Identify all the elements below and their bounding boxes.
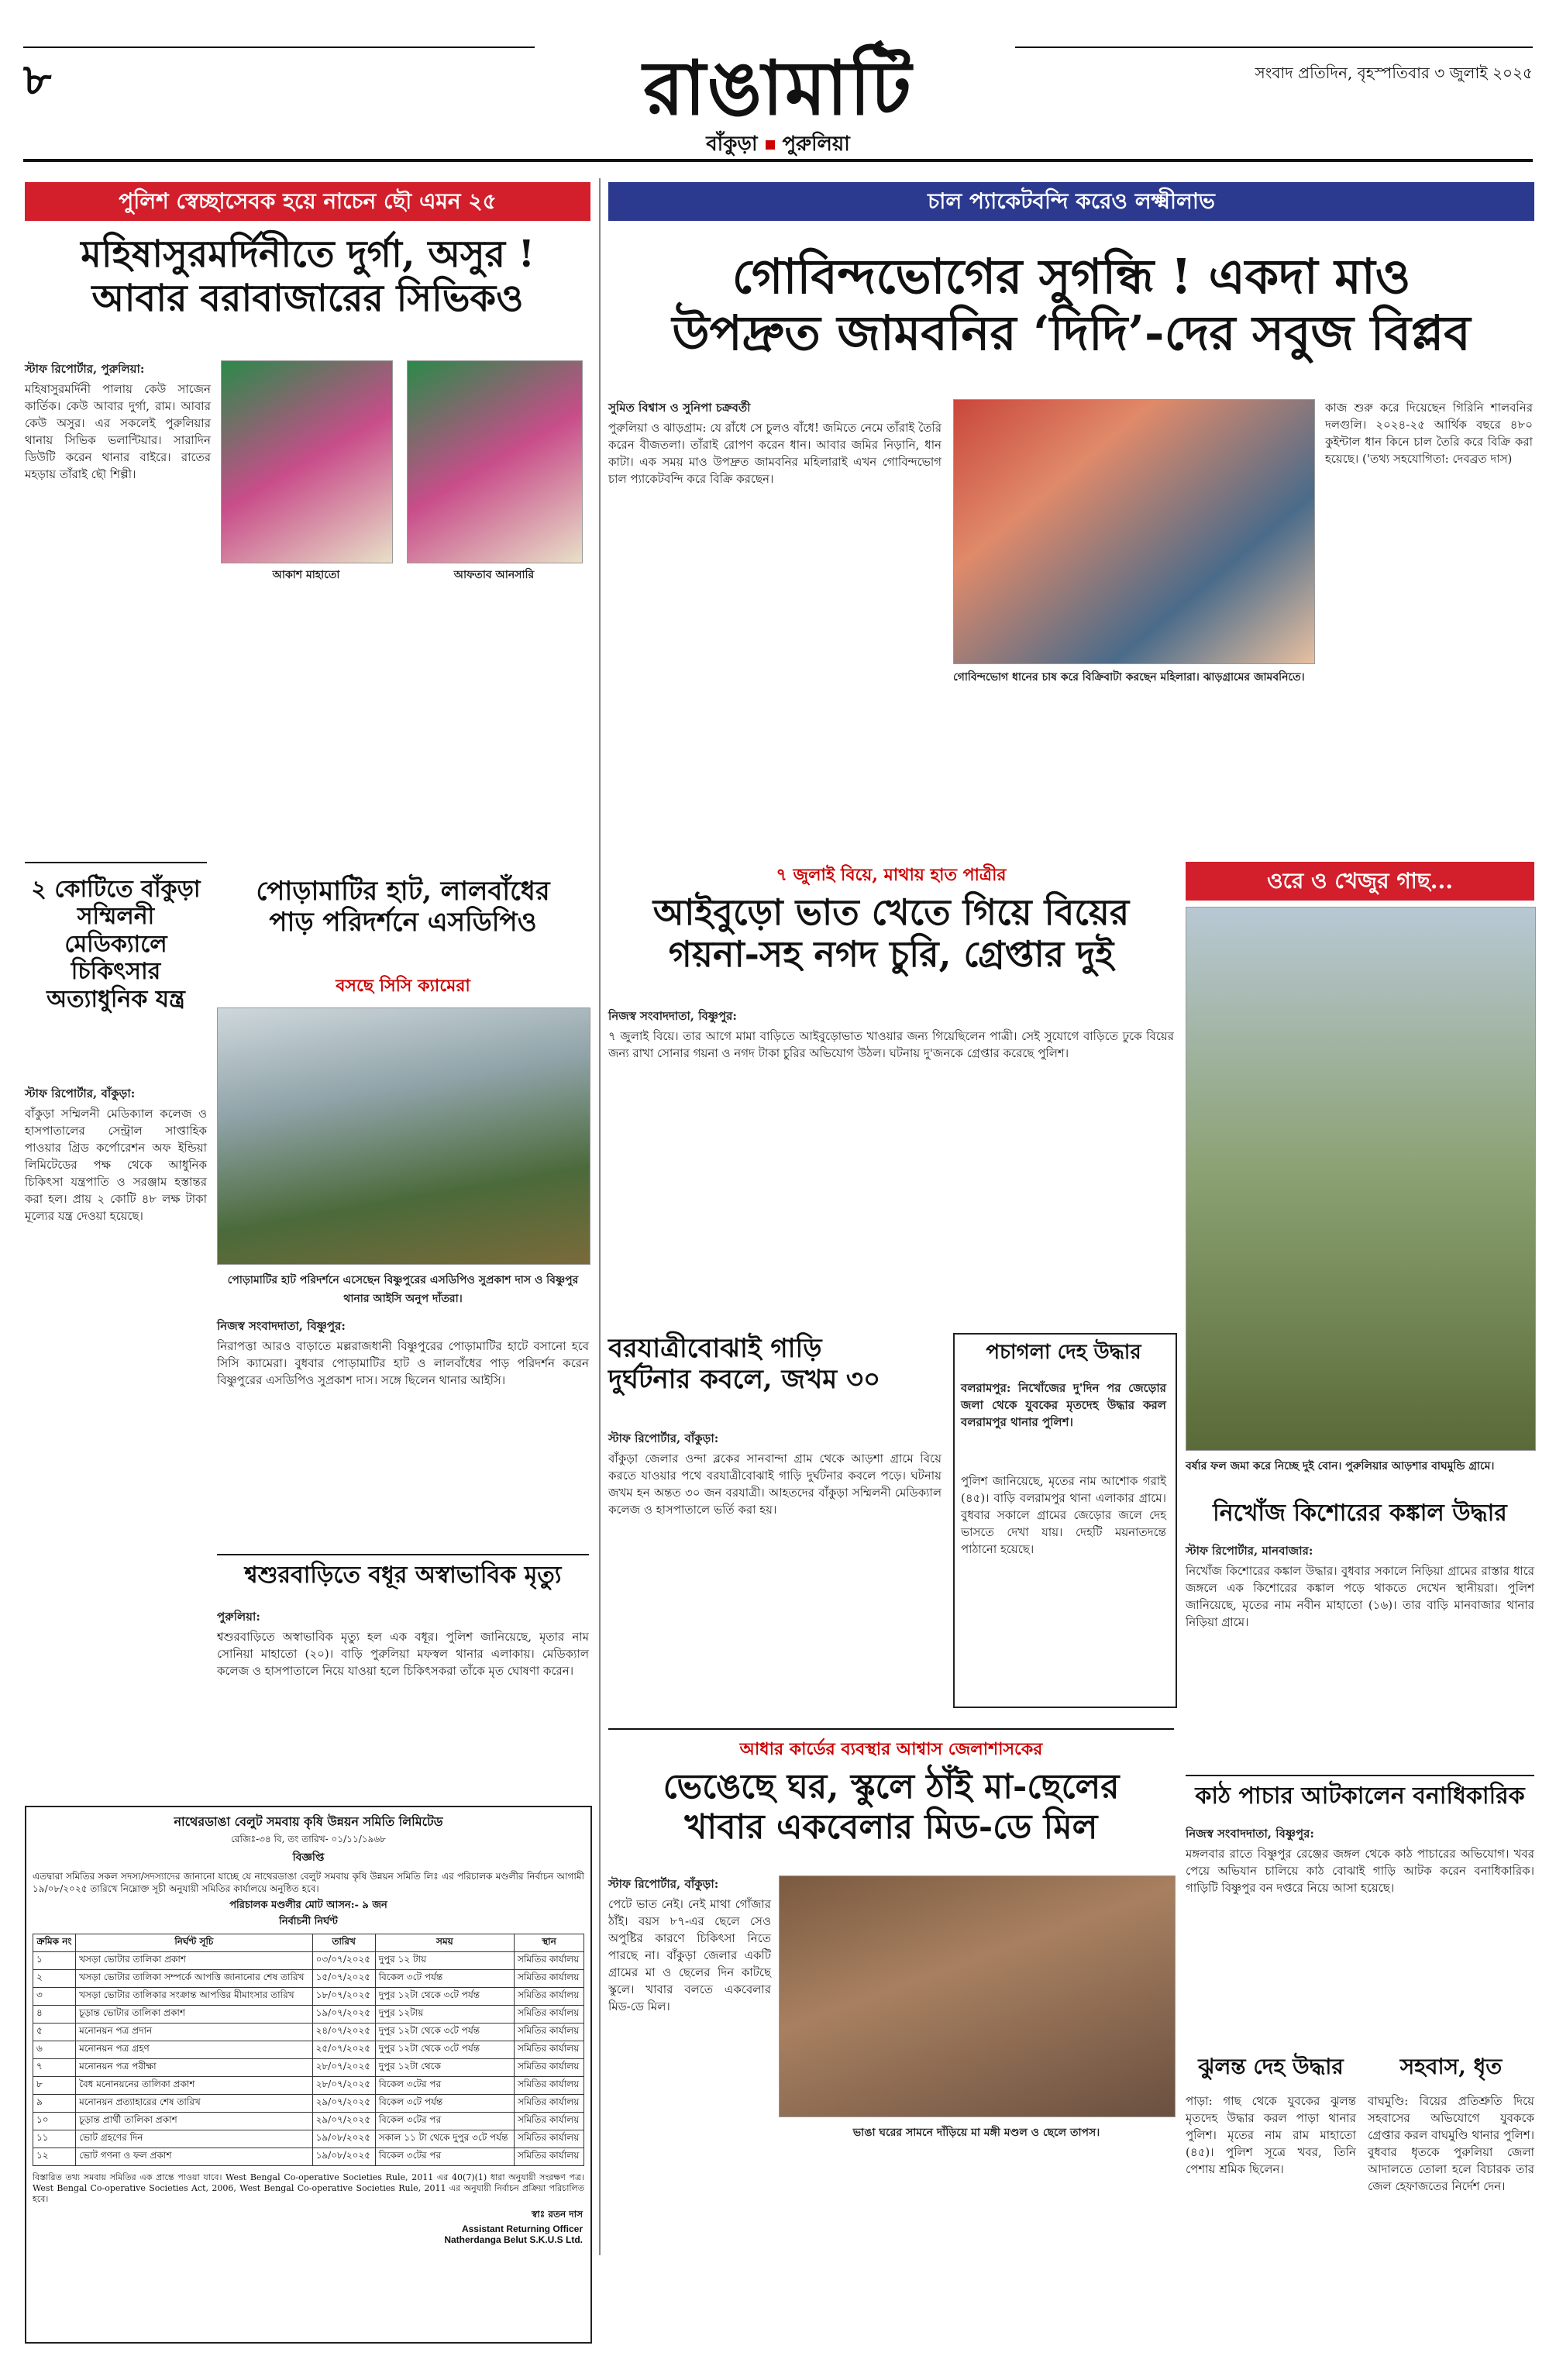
story3-headline	[608, 891, 1174, 976]
story9-body: পেটে ভাত নেই। নেই মাথা গোঁজার ঠাঁই। বয়স ৮৭-এর ছেলে সেও অপুষ্টির কারণে চিকিৎসা নিতে পারছে না। বাঁকুড়া জেলার একটি গ্রামের মা ও ছেলের দিন কাটছে স্কুলে। খাবার বলতে একবেলার মিড-ডে মিল।	[608, 1897, 771, 2013]
story1-photo-1	[221, 360, 393, 563]
story2-body-left	[608, 399, 942, 491]
schedule-cell: মনোনয়ন পত্র প্রদান	[76, 2024, 312, 2041]
story5-photo	[217, 1007, 590, 1265]
notice-schedule-table	[33, 1934, 584, 2166]
story6-headline: শ্বশুরবাড়িতে বধূর অস্বাভাবিক মৃত্যু	[244, 1562, 562, 1589]
schedule-cell: সমিতির কার্যালয়	[515, 1988, 584, 2006]
schedule-cell: মনোনয়ন প্রত্যাহারের শেষ তারিখ	[76, 2095, 312, 2113]
schedule-row	[33, 1988, 584, 2006]
schedule-cell: বিকেল ৩টের পর	[375, 2113, 514, 2130]
story12-headline: কাঠ পাচার আটকালেন বনাধিকারিক	[1195, 1782, 1525, 1810]
story5-photo-caption: পোড়ামাটির হাট পরিদর্শনে এসেছেন বিষ্ণুপুরের এসডিপিও সুপ্রকাশ দাস ও বিষ্ণুপুর থানার আইসি অনুপ দাঁতরা।	[227, 1274, 579, 1305]
story4-body-block	[25, 1085, 207, 1228]
story14-headline: সহবাস, ধৃত	[1399, 2054, 1503, 2079]
schedule-cell: দুপুর ১২ টায়	[375, 1952, 514, 1970]
story7-body: বাঁকুড়া জেলার ওন্দা ব্লকের সানবান্দা গ্রাম থেকে আড়শা গ্রামে বিয়ে করতে যাওয়ার পথে বরযাত্রীবোঝাই গাড়ি দুর্ঘটনার কবলে পড়ে। ঘটনায় জখম হন অন্তত ৩০ জন বরযাত্রী। আহতদের বাঁকুড়া সম্মিলনী মেডিক্যাল কলেজ ও হাসপাতালে ভর্তি করা হয়।	[608, 1452, 942, 1517]
schedule-cell: দুপুর ১২টা থেকে ৩টে পর্যন্ত	[375, 2024, 514, 2041]
story2-headline-line1: গোবিন্দভোগের সুগন্ধি ! একদা মাও	[732, 248, 1411, 305]
schedule-cell: সমিতির কার্যালয়	[515, 2059, 584, 2077]
story2-photo	[953, 399, 1315, 664]
story11-body-block	[1186, 1542, 1534, 1634]
notice-sign-title2: Natherdanga Belut S.K.U.S Ltd.	[444, 2234, 583, 2245]
schedule-cell: ২৪/০৭/২০২৫	[312, 2024, 375, 2041]
schedule-cell: ৫	[33, 2024, 76, 2041]
story5-byline: নিজস্ব সংবাদদাতা, বিষ্ণুপুর:	[217, 1319, 346, 1333]
schedule-row	[33, 2059, 584, 2077]
schedule-cell: সমিতির কার্যালয়	[515, 2024, 584, 2041]
story3-body: ৭ জুলাই বিয়ে। তার আগে মামা বাড়িতে আইবুড়োভাত খাওয়ার জন্য গিয়েছিলেন পাত্রী। সেই সুযোগে বাড়িতে ঢুকে বিয়ের জন্য রাখা সোনার গয়না ও নগদ টাকা চুরির অভিযোগ উঠল। ঘটনায় দু'জনকে গ্রেপ্তার করেছে পুলিশ।	[608, 1029, 1174, 1060]
schedule-cell: ২৯/০৭/২০২৫	[312, 2113, 375, 2130]
schedule-cell: সকাল ১১ টা থেকে দুপুর ৩টে পর্যন্ত	[375, 2130, 514, 2148]
story1-headline-line1: মহিষাসুরমর্দিনীতে দুর্গা, অসুর !	[81, 232, 535, 276]
schedule-row	[33, 2006, 584, 2024]
story11-body: নিখোঁজ কিশোরের কঙ্কাল উদ্ধার। বুধবার সকালে নিড়িয়া গ্রামের রাস্তার ধারে জঙ্গলে এক কিশোরের কঙ্কাল পড়ে থাকতে দেখেন স্থানীয়রা। পুলিশ জানিয়েছে, মৃতের নাম নবীন মাহাতো (১৬)। তার বাড়ি মানবাজার থানার নিড়িয়া গ্রামে।	[1186, 1564, 1534, 1629]
schedule-cell: ১১	[33, 2130, 76, 2148]
schedule-row	[33, 2148, 584, 2166]
story1-kicker: পুলিশ স্বেচ্ছাসেবক হয়ে নাচেন ছৌ এমন ২৫	[25, 182, 590, 221]
story4-byline: স্টাফ রিপোর্টার, বাঁকুড়া:	[25, 1087, 136, 1100]
story11-headline: নিখোঁজ কিশোরের কঙ্কাল উদ্ধার	[1213, 1500, 1507, 1527]
story9-headline	[608, 1767, 1174, 1848]
schedule-row	[33, 2041, 584, 2059]
story3-byline: নিজস্ব সংবাদদাতা, বিষ্ণুপুর:	[608, 1009, 737, 1023]
notice-seats: পরিচালক মণ্ডলীর মোট আসন:- ৯ জন	[229, 1900, 387, 1911]
story8-subhead: বলরামপুর: নিখোঁজের দু'দিন পর জেড়োর জলা থেকে যুবকের মৃতদেহ উদ্ধার করল বলরামপুর থানার পুলিশ।	[961, 1381, 1166, 1429]
schedule-cell: সমিতির কার্যালয়	[515, 2130, 584, 2148]
separator-square-icon	[766, 140, 775, 150]
notice-footer: বিস্তারিত তথ্য সমবায় সমিতির এক প্রান্তে পাওয়া যাবে। West Bengal Co-operative Societies Rule, 2011 এর 40(7)(1) ধারা অনুযায়ী সংরক্ষণ পত্র। West Bengal Co-operative Societies Act, 2006, West Bengal Co-operative Societies Rule, 2011 এর অনুযায়ী নির্বাচন প্রক্রিয়া পরিচালিত হবে।	[33, 2172, 584, 2204]
election-notice	[25, 1806, 592, 2344]
story7-body-block	[608, 1430, 942, 1521]
schedule-cell: খসড়া ভোটার তালিকা প্রকাশ	[76, 1952, 312, 1970]
schedule-cell: ১০	[33, 2113, 76, 2130]
story5-body-block	[217, 1317, 589, 1392]
schedule-cell: ৭	[33, 2059, 76, 2077]
story6-body: শ্বশুরবাড়িতে অস্বাভাবিক মৃত্যু হল এক বধূর। পুলিশ জানিয়েছে, মৃতার নাম সোনিয়া মাহাতো (২০)। বাড়ি পুরুলিয়া মফস্বল থানার এলাকায়। মেডিক্যাল কলেজ ও হাসপাতালে নিয়ে যাওয়া হলে চিকিৎসকরা তাঁকে মৃত ঘোষণা করেন।	[217, 1630, 589, 1678]
story1-byline: স্টাফ রিপোর্টার, পুরুলিয়া:	[25, 362, 145, 376]
story2-headline	[608, 248, 1534, 361]
story9-photo	[779, 1875, 1176, 2117]
schedule-cell: ২	[33, 1970, 76, 1988]
schedule-cell: সমিতির কার্যালয়	[515, 2113, 584, 2130]
schedule-header-cell: স্থান	[515, 1934, 584, 1952]
story9-photo-caption: ভাঙা ঘরের সামনে দাঁড়িয়ে মা মঙ্গী মণ্ডল ও ছেলে তাপস।	[852, 2127, 1100, 2139]
story3-headline-line2: গয়না-সহ নগদ চুরি, গ্রেপ্তার দুই	[668, 933, 1114, 976]
schedule-header-cell: তারিখ	[312, 1934, 375, 1952]
schedule-row	[33, 2077, 584, 2095]
schedule-row	[33, 1952, 584, 1970]
schedule-cell: ২৮/০৭/২০২৫	[312, 2077, 375, 2095]
schedule-row	[33, 2113, 584, 2130]
story10-kicker: ওরে ও খেজুর গাছ...	[1186, 862, 1534, 901]
schedule-cell: ৮	[33, 2077, 76, 2095]
notice-title: নাথেরডাঙা বেলুট সমবায় কৃষি উন্নয়ন সমিতি লিমিটেড	[174, 1814, 443, 1829]
story9-top-rule	[608, 1728, 1174, 1730]
story5-headline	[217, 876, 589, 938]
masthead-rule-left	[23, 46, 535, 48]
schedule-cell: ৩	[33, 1988, 76, 2006]
story6-top-rule	[217, 1554, 589, 1555]
story13-headline: ঝুলন্ত দেহ উদ্ধার	[1198, 2054, 1344, 2079]
schedule-row	[33, 2130, 584, 2148]
schedule-cell: সমিতির কার্যালয়	[515, 2006, 584, 2024]
schedule-row	[33, 2024, 584, 2041]
schedule-cell: ৯	[33, 2095, 76, 2113]
story7-byline: স্টাফ রিপোর্টার, বাঁকুড়া:	[608, 1431, 719, 1445]
schedule-cell: বিকেল ৩টের পর	[375, 2077, 514, 2095]
district-right: পুরুলিয়া	[782, 133, 850, 156]
story7-headline	[608, 1333, 942, 1395]
story12-body: মঙ্গলবার রাতে বিষ্ণুপুর রেঞ্জের জঙ্গল থেকে কাঠ পাচারের অভিযোগ। খবর পেয়ে অভিযান চালিয়ে কাঠ বোঝাই গাড়ি আটক করেন বনাধিকারিক। গাড়িটি বিষ্ণুপুর বন দপ্তরে নিয়ে আসা হয়েছে।	[1186, 1847, 1534, 1895]
story1-photo1-caption: আকাশ মাহাতো	[272, 569, 340, 581]
schedule-cell: বিকেল ৩টে পর্যন্ত	[375, 1970, 514, 1988]
story7-headline-line1: বরযাত্রীবোঝাই গাড়ি	[608, 1333, 822, 1364]
story2-kicker: চাল প্যাকেটবন্দি করেও লক্ষ্মীলাভ	[608, 182, 1534, 221]
story2-headline-line2: উপদ্রুত জামবনির ‘দিদি’-দের সবুজ বিপ্লব	[672, 305, 1471, 362]
schedule-cell: ২৮/০৭/২০২৫	[312, 2059, 375, 2077]
schedule-header-cell: নির্ঘণ্ট সূচি	[76, 1934, 312, 1952]
schedule-cell: ভোট গণনা ও ফল প্রকাশ	[76, 2148, 312, 2166]
district-subhead	[0, 128, 1556, 162]
story2-byline: সুমিত বিশ্বাস ও সুনিপা চক্রবর্তী	[608, 401, 751, 415]
story6-byline: পুরুলিয়া:	[217, 1610, 260, 1624]
notice-sign-name: স্বাঃ রতন দাস	[531, 2209, 583, 2220]
schedule-row	[33, 1970, 584, 1988]
column-divider	[599, 178, 601, 2255]
story5-body: নিরাপত্তা আরও বাড়াতে মল্লরাজধানী বিষ্ণুপুরের পোড়ামাটির হাটে বসানো হবে সিসি ক্যামেরা। বুধবার পোড়ামাটির হাট ও লালবাঁধের পাড় পরিদর্শন করেন বিষ্ণুপুরের এসডিপিও সুপ্রকাশ দাস। সঙ্গে ছিলেন থানার আইসি।	[217, 1339, 589, 1387]
story1-photo2-caption: আফতাব আনসারি	[453, 569, 535, 581]
page-number: ৮	[23, 54, 52, 105]
notice-schedule-title: নির্বাচনী নির্ঘণ্ট	[279, 1916, 338, 1927]
story3-kicker: ৭ জুলাই বিয়ে, মাথায় হাত পাত্রীর	[776, 865, 1007, 885]
schedule-cell: ১৯/০৮/২০২৫	[312, 2148, 375, 2166]
schedule-cell: ভোট গ্রহণের দিন	[76, 2130, 312, 2148]
schedule-cell: ১৮/০৭/২০২৫	[312, 1988, 375, 2006]
schedule-cell: ০৩/০৭/২০২৫	[312, 1952, 375, 1970]
notice-sign-title1: Assistant Returning Officer	[461, 2223, 583, 2234]
schedule-header-cell: ক্রমিক নং	[33, 1934, 76, 1952]
story9-kicker: আধার কার্ডের ব্যবস্থার আশ্বাস জেলাশাসকের	[739, 1739, 1043, 1759]
notice-heading: বিজ্ঞপ্তি	[292, 1851, 325, 1864]
schedule-cell: বৈধ মনোনয়নের তালিকা প্রকাশ	[76, 2077, 312, 2095]
story14-body: বাঘমুণ্ডি: বিয়ের প্রতিশ্রুতি দিয়ে সহবাসের অভিযোগে যুবককে গ্রেপ্তার করল বাঘমুণ্ডি থানার পুলিশ। বুধবার ধৃতকে পুরুলিয়া জেলা আদালতে তোলা হলে বিচারক তার জেল হেফাজতের নির্দেশ দেন।	[1368, 2094, 1534, 2193]
story4-headline: ২ কোটিতে বাঁকুড়া সম্মিলনী মেডিক্যালে চিকিৎসার অত্যাধুনিক যন্ত্র	[31, 876, 201, 1013]
schedule-cell: ৪	[33, 2006, 76, 2024]
story3-body-block	[608, 1007, 1174, 1065]
story13-body: পাড়া: গাছ থেকে যুবকের ঝুলন্ত মৃতদেহ উদ্ধার করল পাড়া থানার পুলিশ। মৃতের নাম রাম মাহাতো (৪৫)। পুলিশ সূত্রে খবর, তিনি পেশায় শ্রমিক ছিলেন।	[1186, 2094, 1356, 2176]
masthead-title: রাঙামাটি	[643, 44, 913, 132]
schedule-cell: ১৯/০৭/২০২৫	[312, 2006, 375, 2024]
masthead-rule-right	[1015, 46, 1533, 48]
schedule-cell: খসড়া ভোটার তালিকা সম্পর্কে আপত্তি জানানোর শেষ তারিখ	[76, 1970, 312, 1988]
story3-headline-line1: আইবুড়ো ভাত খেতে গিয়ে বিয়ের	[652, 891, 1130, 933]
schedule-cell: মনোনয়ন পত্র পরীক্ষা	[76, 2059, 312, 2077]
story4-top-rule	[25, 862, 207, 863]
schedule-cell: বিকেল ৩টের পর	[375, 2148, 514, 2166]
story9-headline-line2: খাবার একবেলার মিড-ডে মিল	[684, 1807, 1098, 1847]
schedule-row	[33, 2095, 584, 2113]
story8-headline: পচাগলা দেহ উদ্ধার	[986, 1341, 1141, 1364]
story12-top-rule	[1186, 1775, 1534, 1776]
schedule-cell: সমিতির কার্যালয়	[515, 2041, 584, 2059]
story5-headline-line2: পাড় পরিদর্শনে এসডিপিও	[269, 907, 537, 939]
district-left: বাঁকুড়া	[706, 133, 758, 156]
schedule-cell: দুপুর ১২টা থেকে ৩টে পর্যন্ত	[375, 2041, 514, 2059]
schedule-header-cell: সময়	[375, 1934, 514, 1952]
schedule-cell: সমিতির কার্যালয়	[515, 1952, 584, 1970]
schedule-cell: চূড়ান্ত প্রার্থী তালিকা প্রকাশ	[76, 2113, 312, 2130]
story9-body-block	[608, 1875, 771, 2018]
masthead-bottom-rule	[23, 159, 1533, 162]
schedule-cell: ১৯/০৮/২০২৫	[312, 2130, 375, 2148]
story12-byline: নিজস্ব সংবাদদাতা, বিষ্ণুপুর:	[1186, 1827, 1314, 1841]
story1-headline	[25, 232, 590, 320]
schedule-cell: দুপুর ১২টায়	[375, 2006, 514, 2024]
schedule-cell: ১৫/০৭/২০২৫	[312, 1970, 375, 1988]
schedule-cell: সমিতির কার্যালয়	[515, 2077, 584, 2095]
story1-body: মহিষাসুরমর্দিনী পালায় কেউ সাজেন কার্তিক। কেউ আবার দুর্গা, রাম। আবার কেউ অসুর। এর সকলেই পুরুলিয়ার থানায় সিভিক ভলান্টিয়ার। সারাদিন ডিউটি করেন থানার বাইরে। রাতের মহড়ায় তাঁরাই ছৌ শিল্পী।	[25, 382, 211, 481]
schedule-cell: ১২	[33, 2148, 76, 2166]
story8-body: পুলিশ জানিয়েছে, মৃতের নাম আশোক গরাই (৪৫)। বাড়ি বলরামপুর থানা এলাকার গ্রামে। বুধবার সকালে গ্রামের জেড়োর জলে দেহ ভাসতে দেখা যায়। দেহটি ময়নাতদন্তে পাঠানো হয়েছে।	[961, 1474, 1166, 1556]
schedule-cell: ৬	[33, 2041, 76, 2059]
story9-headline-line1: ভেঙেছে ঘর, স্কুলে ঠাঁই মা-ছেলের	[663, 1767, 1120, 1807]
story2-body: পুরুলিয়া ও ঝাড়গ্রাম: যে রাঁধে সে চুলও বাঁধে! জমিতে নেমে তাঁরাই তৈরি করেন বীজতলা। তাঁরাই রোপণ করেন ধান। আবার জমির নিড়ানি, ধান কাটা। এক সময় মাও উপদ্রুত জামবনির মহিলারাই এখন গোবিন্দভোগ চাল প্যাকেটবন্দি করে বিক্রি করছেন।	[608, 421, 942, 486]
story6-body-block	[217, 1608, 589, 1683]
story10-photo-caption: বর্ষার ফল জমা করে নিচ্ছে দুই বোন। পুরুলিয়ার আড়শার বাঘমুন্ডি গ্রামে।	[1186, 1460, 1495, 1472]
schedule-cell: সমিতির কার্যালয়	[515, 1970, 584, 1988]
story9-byline: স্টাফ রিপোর্টার, বাঁকুড়া:	[608, 1877, 719, 1891]
story1-body-col1	[25, 360, 211, 486]
story5-headline-line1: পোড়ামাটির হাট, লালবাঁধের	[256, 876, 550, 907]
story1-headline-line2: আবার বরাবাজারের সিভিকও	[91, 276, 524, 320]
notice-subtitle: রেজিঃ-৩৪ বি, তং তারিখ- ০১/১১/১৯৬৮	[231, 1834, 386, 1844]
schedule-cell: চূড়ান্ত ভোটার তালিকা প্রকাশ	[76, 2006, 312, 2024]
schedule-cell: দুপুর ১২টা থেকে	[375, 2059, 514, 2077]
schedule-cell: সমিতির কার্যালয়	[515, 2095, 584, 2113]
story2-body-right: কাজ শুরু করে দিয়েছেন গিরিনি শালবনির দলগুলি। ২০২৪-২৫ আর্থিক বছরে ৪৮০ কুইন্টাল ধান কিনে চাল তৈরি করে বিক্রি করা হয়েছে। ('তথ্য সহযোগিতা: দেবব্রত দাস)	[1325, 401, 1533, 466]
story10-photo	[1186, 907, 1536, 1451]
story1-photo-2	[407, 360, 583, 563]
schedule-cell: খসড়া ভোটার তালিকার সংক্রান্ত আপত্তির মীমাংসার তারিখ	[76, 1988, 312, 2006]
schedule-cell: বিকেল ৩টে পর্যন্ত	[375, 2095, 514, 2113]
story7-headline-line2: দুর্ঘটনার কবলে, জখম ৩০	[608, 1364, 881, 1396]
story2-photo-caption: গোবিন্দভোগ ধানের চাষ করে বিক্রিবাটা করছেন মহিলারা। ঝাড়গ্রামের জামবনিতে।	[953, 671, 1305, 684]
schedule-cell: ২৫/০৭/২০২৫	[312, 2041, 375, 2059]
story5-subhead: বসছে সিসি ক্যামেরা	[336, 976, 470, 996]
schedule-cell: সমিতির কার্যালয়	[515, 2148, 584, 2166]
story12-body-block	[1186, 1825, 1534, 1900]
schedule-cell: ১	[33, 1952, 76, 1970]
dateline: সংবাদ প্রতিদিন, বৃহস্পতিবার ৩ জুলাই ২০২৫	[1255, 64, 1533, 82]
schedule-cell: দুপুর ১২টা থেকে ৩টে পর্যন্ত	[375, 1988, 514, 2006]
schedule-cell: ২৯/০৭/২০২৫	[312, 2095, 375, 2113]
notice-intro: এতদ্বারা সমিতির সকল সদস্য/সদস্যাদের জানানো যাচ্ছে যে নাথেরডাঙা বেলুট সমবায় কৃষি উন্নয়ন সমিতি লিঃ এর পরিচালক মণ্ডলীর নির্বাচন আগামী ১৯/০৮/২০২৫ তারিখে নিম্নোক্ত সূচী অনুযায়ী সমিতির কার্যালয়ে অনুষ্ঠিত হবে।	[33, 1871, 584, 1894]
story11-byline: স্টাফ রিপোর্টার, মানবাজার:	[1186, 1544, 1313, 1558]
story4-body: বাঁকুড়া সম্মিলনী মেডিক্যাল কলেজ ও হাসপাতালের সেন্ট্রাল সাপ্তাহিক পাওয়ার গ্রিড কর্পোরেশন অফ ইন্ডিয়া লিমিটেডের পক্ষ থেকে আধুনিক চিকিৎসা যন্ত্রপাতি ও সরঞ্জাম হস্তান্তর করা হল। প্রায় ২ কোটি ৪৮ লক্ষ টাকা মূল্যের যন্ত্র দেওয়া হয়েছে।	[25, 1107, 207, 1223]
schedule-cell: মনোনয়ন পত্র গ্রহণ	[76, 2041, 312, 2059]
